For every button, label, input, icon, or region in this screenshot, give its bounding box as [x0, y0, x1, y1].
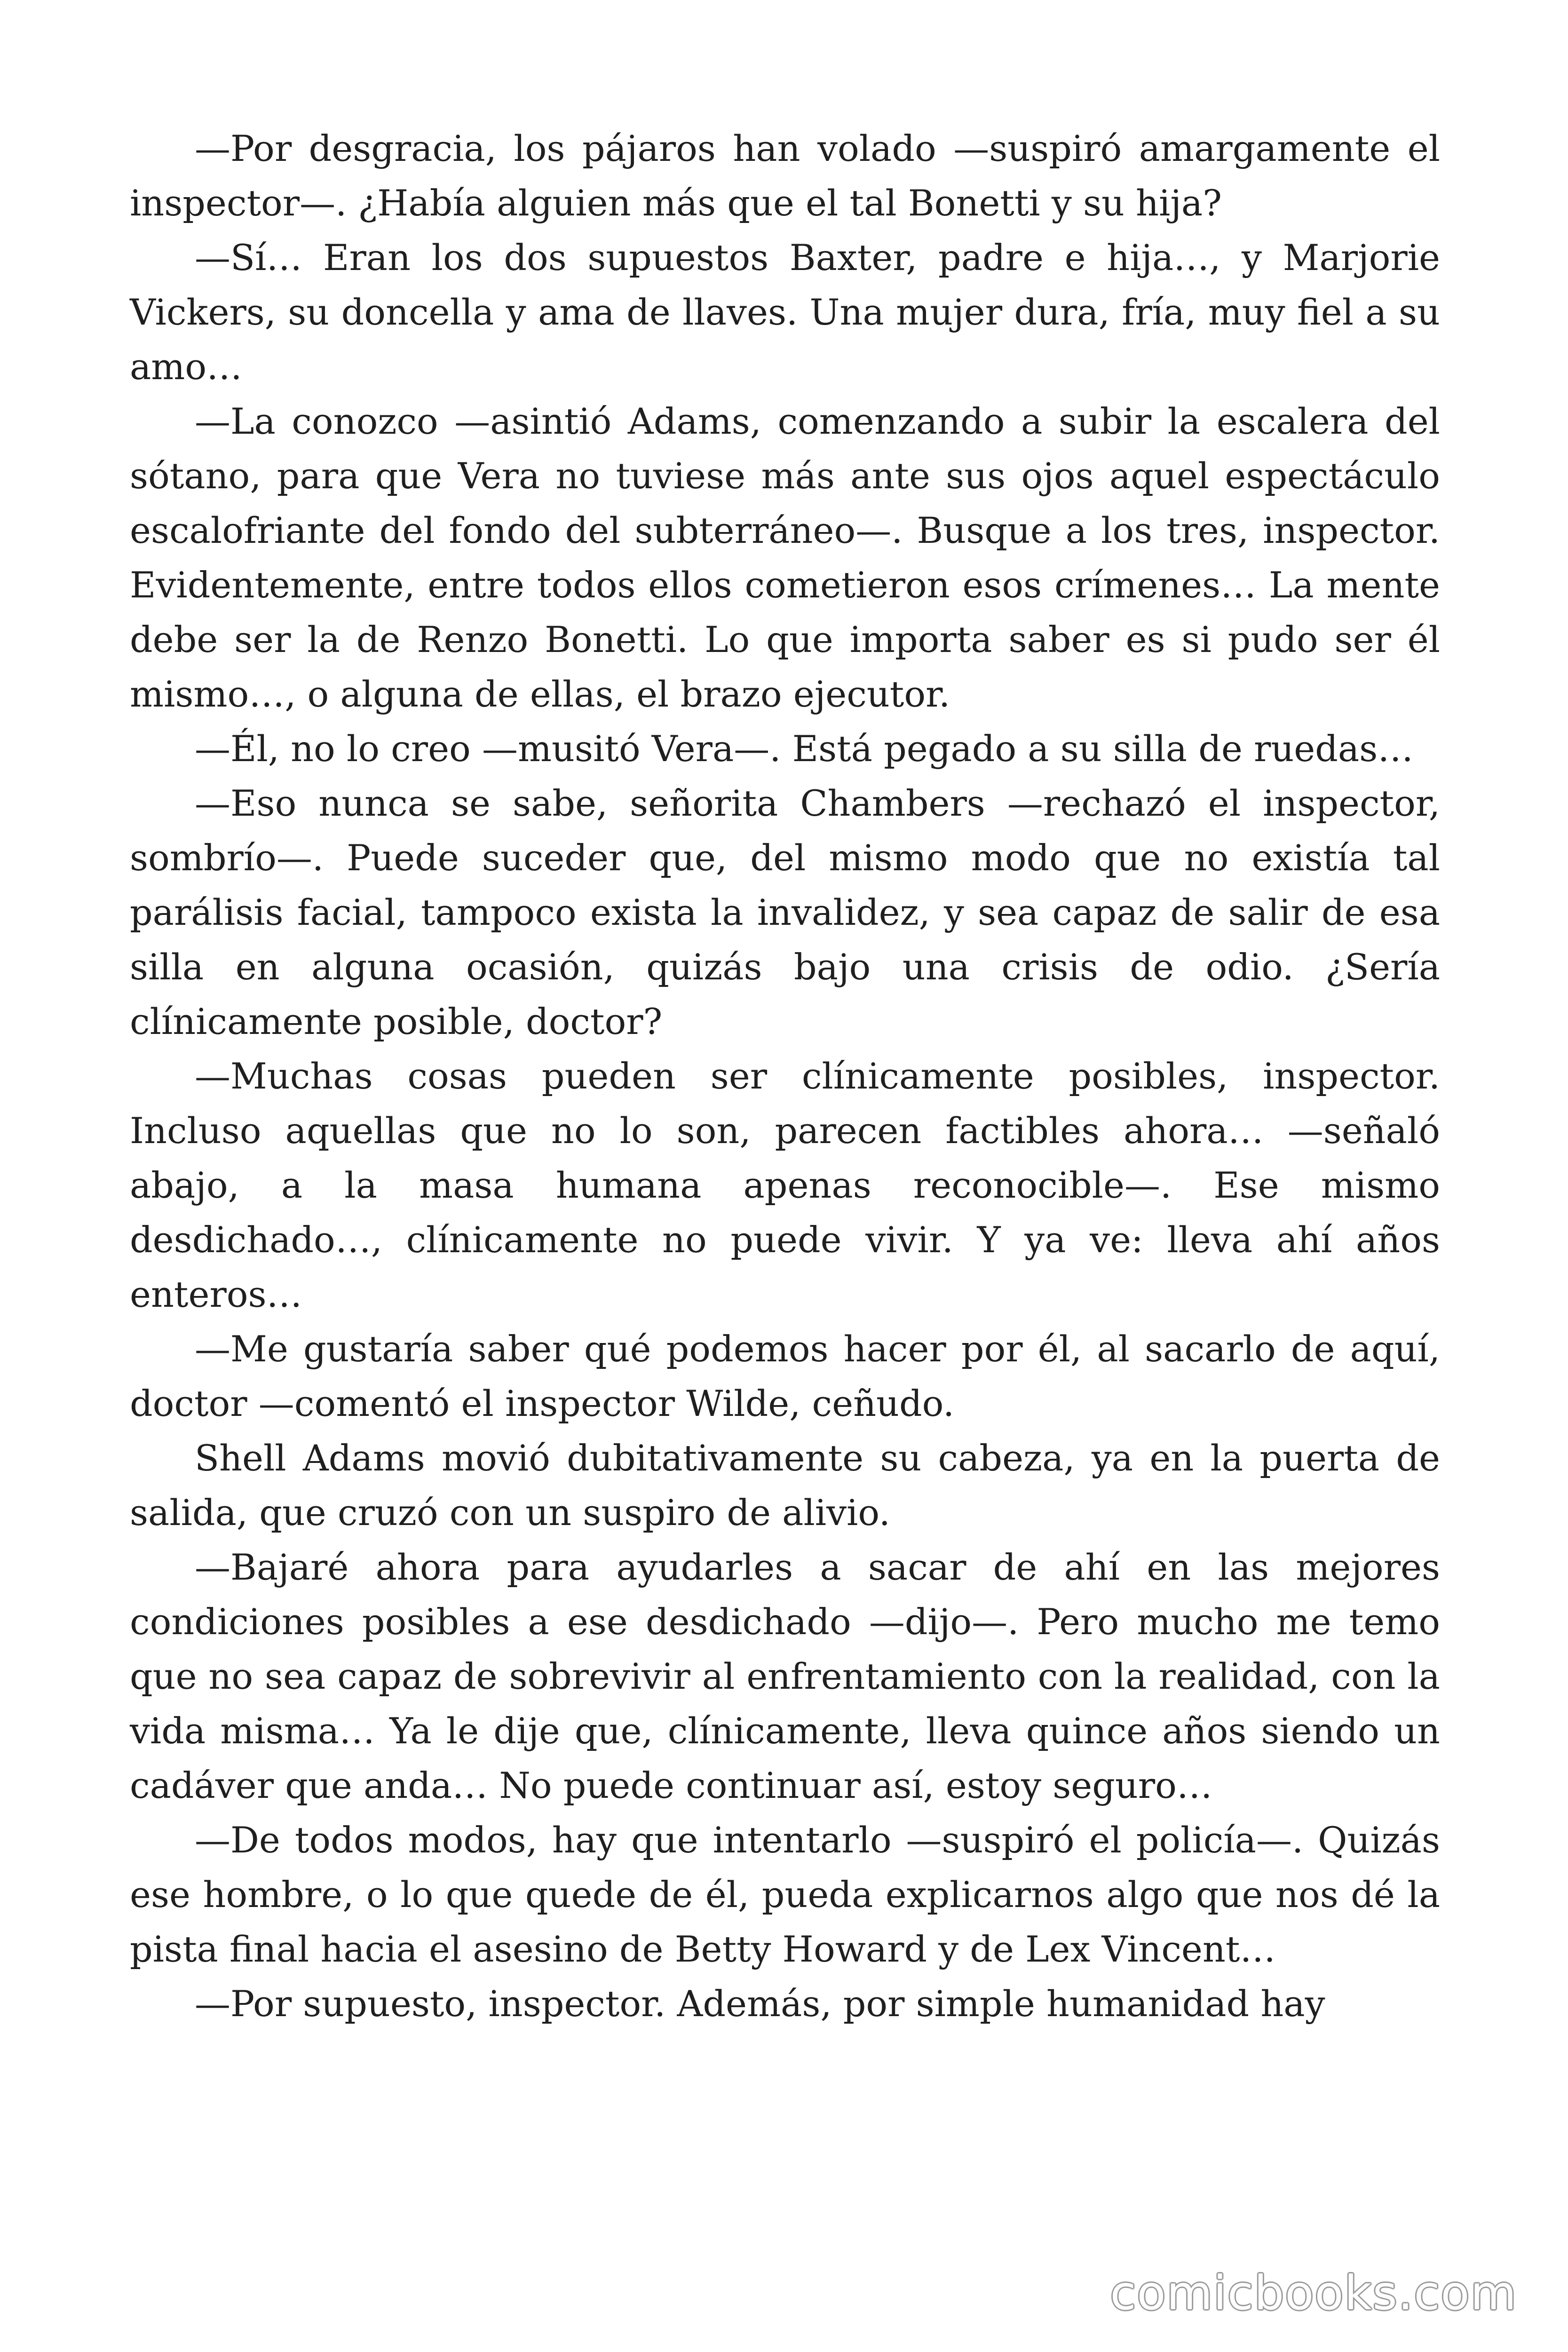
paragraph: —Él, no lo creo —musitó Vera—. Está pegado a su silla de ruedas…	[195, 728, 1414, 770]
paragraph: —Eso nunca se sabe, señorita Chambers —rechazó el inspector, sombrío—. Puede suceder que, del mismo modo que no existía tal parálisis facial, tampoco exista la invalidez, y sea capaz de salir de esa silla en alguna ocasión, quizás bajo una crisis de odio. ¿Sería clínicamente posible, doctor?	[130, 782, 1440, 1042]
paragraph: —Me gustaría saber qué podemos hacer por él, al sacarlo de aquí, doctor —comentó el inspector Wilde, ceñudo.	[130, 1328, 1440, 1424]
paragraph: —La conozco —asintió Adams, comenzando a subir la escalera del sótano, para que Vera no tuviese más ante sus ojos aquel espectáculo escalofriante del fondo del subterráneo—. Busque a los tres, inspector. Evidentemente, entre todos ellos cometieron esos crímenes… La mente debe ser la de Renzo Bonetti. Lo que importa saber es si pudo ser él mismo…, o alguna de ellas, el brazo ejecutor.	[130, 400, 1440, 715]
body-text	[130, 121, 1440, 2031]
watermark-logo: comicbooks.com	[1110, 2265, 1517, 2320]
paragraph: Shell Adams movió dubitativamente su cabeza, ya en la puerta de salida, que cruzó con un suspiro de alivio.	[130, 1437, 1440, 1534]
paragraph: —Sí… Eran los dos supuestos Baxter, padre e hija…, y Marjorie Vickers, su doncella y ama de llaves. Una mujer dura, fría, muy fiel a su amo…	[130, 237, 1440, 388]
paragraph: —Por supuesto, inspector. Además, por simple humanidad hay	[195, 1983, 1325, 2025]
paragraph: —Muchas cosas pueden ser clínicamente posibles, inspector. Incluso aquellas que no lo son, parecen factibles ahora… —señaló abajo, a la masa humana apenas reconocible—. Ese mismo desdichado…, clínicamente no puede vivir. Y ya ve: lleva ahí años enteros…	[130, 1055, 1440, 1315]
paragraph: —Bajaré ahora para ayudarles a sacar de ahí en las mejores condiciones posibles a ese desdichado —dijo—. Pero mucho me temo que no sea capaz de sobrevivir al enfrentamiento con la realidad, con la vida misma… Ya le dije que, clínicamente, lleva quince años siendo un cadáver que anda… No puede continuar así, estoy seguro…	[130, 1546, 1440, 1806]
paragraph: —De todos modos, hay que intentarlo —suspiró el policía—. Quizás ese hombre, o lo que quede de él, pueda explicarnos algo que nos dé la pista final hacia el asesino de Betty Howard y de Lex Vincent…	[130, 1819, 1440, 1970]
paragraph: —Por desgracia, los pájaros han volado —suspiró amargamente el inspector—. ¿Había alguien más que el tal Bonetti y su hija?	[130, 127, 1440, 224]
